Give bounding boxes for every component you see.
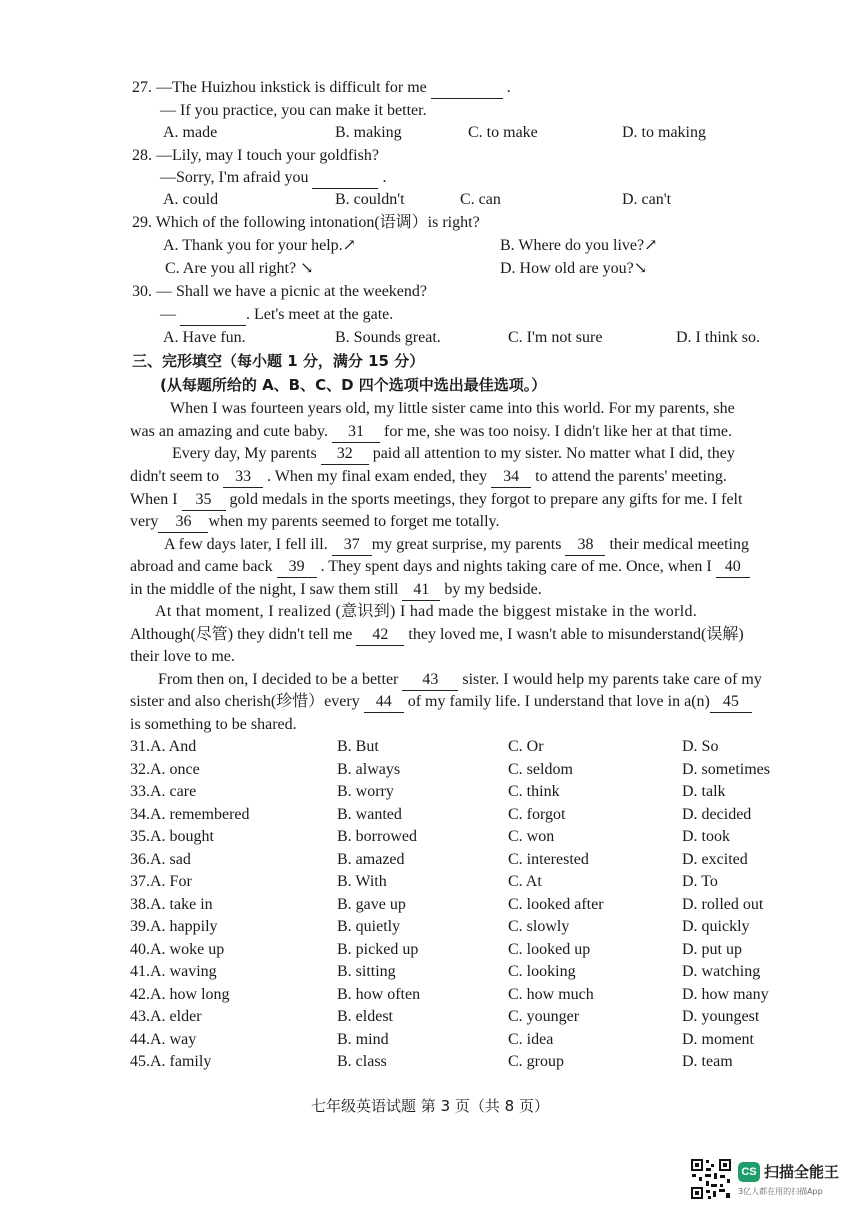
question-number: 45. bbox=[130, 1053, 150, 1070]
q28-line1: 28. —Lily, may I touch your goldfish? bbox=[132, 147, 379, 164]
q27-option-b: B. making bbox=[335, 124, 402, 141]
cloze-blank-36: 36 bbox=[158, 512, 208, 533]
option-b: B. With bbox=[337, 873, 387, 890]
option-c: C. looking bbox=[508, 963, 576, 980]
cloze-blank-43: 43 bbox=[402, 670, 458, 691]
option-a: A. care bbox=[150, 783, 197, 800]
scanner-watermark bbox=[690, 1158, 850, 1204]
q29-option-b: B. Where do you live?↗ bbox=[500, 237, 658, 254]
cloze-option-row bbox=[0, 1029, 860, 1051]
option-c: C. looked after bbox=[508, 895, 604, 913]
q28-option-a: A. could bbox=[163, 191, 219, 208]
option-b: B. borrowed bbox=[337, 828, 417, 845]
q29-option-d: D. How old are you?↘ bbox=[500, 260, 648, 277]
option-a: A. And bbox=[150, 738, 197, 755]
option-a: A. For bbox=[150, 873, 192, 890]
question-number: 35. bbox=[130, 828, 150, 845]
cloze-option-row bbox=[0, 826, 860, 848]
option-c: C. At bbox=[508, 873, 542, 890]
option-c: C. younger bbox=[508, 1008, 580, 1025]
q28-option-b: B. couldn't bbox=[335, 191, 405, 208]
option-b: B. how often bbox=[337, 985, 421, 1003]
cloze-option-row bbox=[0, 939, 860, 961]
option-b: B. mind bbox=[337, 1030, 389, 1048]
option-b: B. eldest bbox=[337, 1008, 393, 1025]
q29-line1: 29. Which of the following intonation(语调）is right? bbox=[132, 214, 480, 231]
question-number: 42. bbox=[130, 985, 150, 1003]
cloze-blank-32: 32 bbox=[321, 444, 369, 465]
cloze-blank-33: 33 bbox=[223, 467, 263, 488]
q30-line1: 30. — Shall we have a picnic at the weekend? bbox=[132, 283, 427, 300]
option-b: B. wanted bbox=[337, 805, 402, 823]
option-a: A. elder bbox=[150, 1008, 202, 1025]
option-a: A. how long bbox=[150, 985, 230, 1003]
option-b: B. sitting bbox=[337, 963, 396, 980]
option-c: C. idea bbox=[508, 1030, 554, 1048]
option-d: D. rolled out bbox=[682, 895, 764, 913]
option-d: D. moment bbox=[682, 1030, 754, 1048]
cloze-blank-34: 34 bbox=[491, 467, 531, 488]
passage-line: From then on, I decided to be a better 43 sister. I would help my parents take care of my bbox=[158, 670, 762, 691]
q27-option-c: C. to make bbox=[468, 124, 538, 141]
option-a: A. take in bbox=[150, 895, 213, 913]
q28-option-d: D. can't bbox=[622, 191, 672, 208]
cloze-option-row bbox=[0, 894, 860, 916]
option-b: B. picked up bbox=[337, 940, 419, 958]
cloze-blank-42: 42 bbox=[356, 625, 404, 646]
camscanner-tagline: 3亿人都在用的扫描App bbox=[738, 1187, 823, 1196]
q30-option-b: B. Sounds great. bbox=[335, 329, 441, 346]
cloze-option-row bbox=[0, 916, 860, 938]
question-number: 33. bbox=[130, 783, 150, 800]
page-footer: 七年级英语试题 第 3 页（共 8 页） bbox=[311, 1097, 549, 1115]
option-c: C. looked up bbox=[508, 940, 591, 958]
passage-line: in the middle of the night, I saw them still 41 by my bedside. bbox=[130, 580, 542, 601]
cloze-blank-45: 45 bbox=[710, 692, 752, 713]
cloze-blank-38: 38 bbox=[565, 535, 605, 556]
q29-option-c: C. Are you all right? ↘ bbox=[165, 260, 314, 277]
cloze-option-row bbox=[0, 781, 860, 803]
q27-line2: — If you practice, you can make it better. bbox=[160, 102, 427, 119]
q27-option-a: A. made bbox=[163, 124, 218, 141]
passage-line: abroad and came back 39 . They spent days and nights taking care of me. Once, when I 40 bbox=[130, 557, 750, 578]
option-c: C. how much bbox=[508, 985, 594, 1003]
passage-line: When I was fourteen years old, my little sister came into this world. For my parents, she bbox=[170, 400, 735, 417]
camscanner-name: 扫描全能王 bbox=[764, 1163, 840, 1181]
passage-line: When I 35 gold medals in the sports meetings, they forgot to prepare any gifts for me. I felt bbox=[130, 490, 742, 511]
question-number: 41. bbox=[130, 963, 150, 980]
option-b: B. worry bbox=[337, 783, 394, 800]
question-number: 43. bbox=[130, 1008, 150, 1025]
option-a: A. happily bbox=[150, 918, 218, 935]
option-b: B. always bbox=[337, 760, 401, 778]
q28-line2: —Sorry, I'm afraid you . bbox=[160, 168, 386, 189]
question-number: 38. bbox=[130, 895, 150, 913]
q30-option-d: D. I think so. bbox=[676, 329, 760, 346]
cloze-option-row bbox=[0, 759, 860, 781]
cloze-blank-37: 37 bbox=[332, 535, 372, 556]
q30-line2: — . Let's meet at the gate. bbox=[160, 305, 393, 326]
question-number: 44. bbox=[130, 1030, 150, 1048]
option-d: D. put up bbox=[682, 940, 742, 958]
option-d: D. took bbox=[682, 828, 730, 845]
cloze-blank-40: 40 bbox=[716, 557, 750, 578]
option-b: B. class bbox=[337, 1053, 387, 1070]
option-b: B. quietly bbox=[337, 918, 401, 935]
passage-line: A few days later, I fell ill. 37 my great surprise, my parents 38 their medical meeting bbox=[164, 535, 749, 556]
option-d: D. excited bbox=[682, 850, 748, 868]
answer-blank bbox=[312, 168, 378, 189]
option-a: A. way bbox=[150, 1030, 197, 1048]
passage-line: didn't seem to 33 . When my final exam ended, they 34 to attend the parents' meeting. bbox=[130, 467, 727, 488]
q27-line1: 27. —The Huizhou inkstick is difficult for me . bbox=[132, 78, 511, 99]
question-number: 32. bbox=[130, 760, 150, 778]
section-instruction: (从每题所给的 A、B、C、D 四个选项中选出最佳选项。） bbox=[160, 376, 547, 394]
option-a: A. family bbox=[150, 1053, 212, 1070]
q28-option-c: C. can bbox=[460, 191, 501, 208]
cloze-blank-35: 35 bbox=[182, 490, 226, 511]
q27-option-d: D. to making bbox=[622, 124, 706, 141]
cloze-option-row bbox=[0, 984, 860, 1006]
passage-line: very 36 when my parents seemed to forget me totally. bbox=[130, 512, 499, 533]
cloze-blank-31: 31 bbox=[332, 422, 380, 443]
cloze-blank-44: 44 bbox=[364, 692, 404, 713]
option-c: C. forgot bbox=[508, 805, 566, 823]
camscanner-logo: CS bbox=[738, 1162, 760, 1182]
passage-line: is something to be shared. bbox=[130, 716, 297, 733]
qr-code-icon bbox=[690, 1158, 732, 1200]
cloze-blank-41: 41 bbox=[402, 580, 440, 601]
cloze-option-row bbox=[0, 804, 860, 826]
option-d: D. team bbox=[682, 1053, 733, 1070]
answer-blank bbox=[431, 78, 503, 99]
option-c: C. Or bbox=[508, 738, 544, 755]
option-a: A. bought bbox=[150, 828, 214, 845]
option-c: C. won bbox=[508, 828, 555, 845]
option-d: D. quickly bbox=[682, 918, 750, 935]
option-c: C. slowly bbox=[508, 918, 570, 935]
cloze-option-row bbox=[0, 871, 860, 893]
question-number: 39. bbox=[130, 918, 150, 935]
passage-line: was an amazing and cute baby. 31 for me, she was too noisy. I didn't like her at that time. bbox=[130, 422, 732, 443]
passage-line: sister and also cherish(珍惜）every 44 of my family life. I understand that love in a(n) 45 bbox=[130, 692, 752, 713]
passage-line: Although(尽管) they didn't tell me 42 they loved me, I wasn't able to misunderstand(误解) bbox=[130, 625, 744, 646]
question-number: 37. bbox=[130, 873, 150, 890]
question-number: 36. bbox=[130, 850, 150, 868]
passage-line: their love to me. bbox=[130, 648, 235, 665]
option-c: C. group bbox=[508, 1053, 564, 1070]
option-a: A. once bbox=[150, 760, 200, 778]
cloze-option-row bbox=[0, 849, 860, 871]
q29-option-a: A. Thank you for your help.↗ bbox=[163, 237, 357, 254]
option-b: B. But bbox=[337, 738, 379, 755]
option-d: D. watching bbox=[682, 963, 761, 980]
cloze-blank-39: 39 bbox=[277, 557, 317, 578]
question-number: 40. bbox=[130, 940, 150, 958]
cloze-option-row bbox=[0, 1006, 860, 1028]
option-d: D. To bbox=[682, 873, 718, 890]
cloze-option-row bbox=[0, 961, 860, 983]
option-d: D. sometimes bbox=[682, 760, 770, 778]
option-b: B. gave up bbox=[337, 895, 406, 913]
passage-line: Every day, My parents 32 paid all attention to my sister. No matter what I did, they bbox=[172, 444, 735, 465]
option-a: A. remembered bbox=[150, 805, 250, 823]
cloze-option-row bbox=[0, 736, 860, 758]
option-d: D. youngest bbox=[682, 1008, 760, 1025]
question-number: 31. bbox=[130, 738, 150, 755]
passage-line: At that moment, I realized (意识到) I had made the biggest mistake in the world. bbox=[155, 603, 698, 620]
option-d: D. talk bbox=[682, 783, 726, 800]
option-c: C. think bbox=[508, 783, 560, 800]
option-d: D. how many bbox=[682, 985, 769, 1003]
option-a: A. sad bbox=[150, 850, 191, 868]
q30-option-c: C. I'm not sure bbox=[508, 329, 603, 346]
cloze-option-row bbox=[0, 1051, 860, 1073]
option-a: A. woke up bbox=[150, 940, 225, 958]
q30-option-a: A. Have fun. bbox=[163, 329, 246, 346]
question-number: 34. bbox=[130, 805, 150, 823]
option-c: C. seldom bbox=[508, 760, 573, 778]
option-a: A. waving bbox=[150, 963, 217, 980]
section-title: 三、完形填空（每小题 1 分，满分 15 分） bbox=[132, 352, 425, 370]
option-d: D. decided bbox=[682, 805, 752, 823]
option-b: B. amazed bbox=[337, 850, 405, 868]
option-d: D. So bbox=[682, 738, 719, 755]
answer-blank bbox=[180, 305, 246, 326]
option-c: C. interested bbox=[508, 850, 589, 868]
